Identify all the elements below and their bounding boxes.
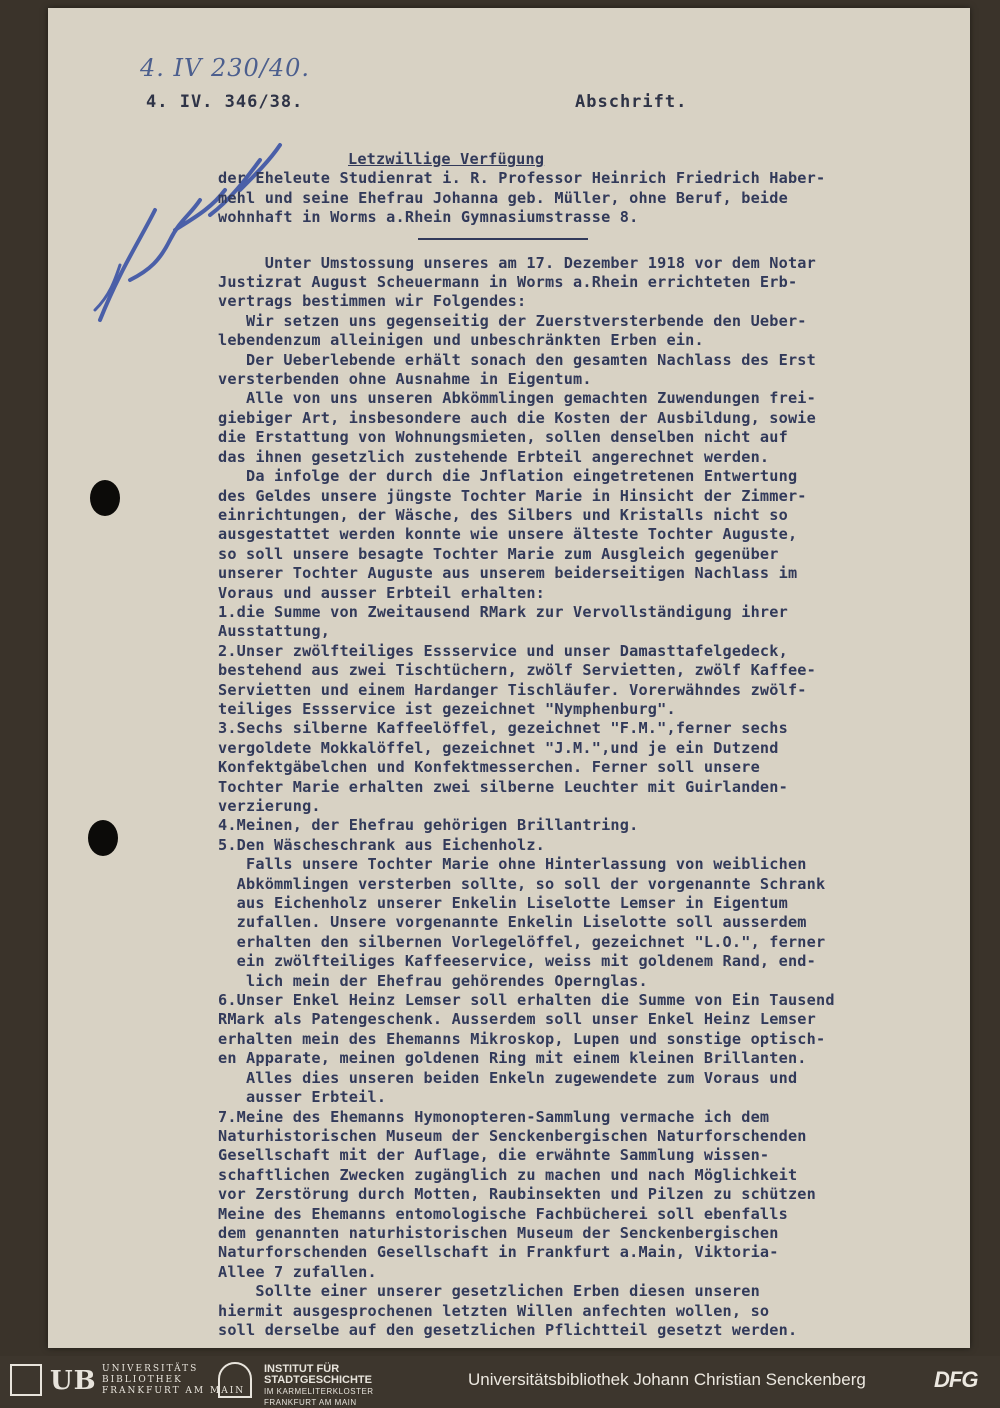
- body-line: Sollte einer unserer gesetzlichen Erben diesen unseren: [218, 1282, 760, 1301]
- body-line: Alle von uns unseren Abkömmlingen gemachten Zuwendungen frei-: [218, 389, 816, 408]
- ub-line: FRANKFURT AM MAIN: [102, 1386, 246, 1396]
- body-line: Naturforschenden Gesellschaft in Frankfurt a.Main, Viktoria-: [218, 1243, 779, 1262]
- body-line: hiermit ausgesprochenen letzten Willen anfechten wollen, so: [218, 1301, 770, 1320]
- body-line: Ausstattung,: [218, 622, 331, 641]
- body-line: so soll unsere besagte Tochter Marie zum Ausgleich gegenüber: [218, 544, 779, 563]
- body-line: Meine des Ehemanns entomologische Fachbücherei soll ebenfalls: [218, 1204, 788, 1223]
- body-line: Unter Umstossung unseres am 17. Dezember 1918 vor dem Notar: [218, 253, 816, 272]
- body-line: bestehend aus zwei Tischtüchern, zwölf Servietten, zwölf Kaffee-: [218, 661, 816, 680]
- body-line: Falls unsere Tochter Marie ohne Hinterlassung von weiblichen: [218, 855, 807, 874]
- body-line: lebendenzum alleinigen und unbeschränkten Erben ein.: [218, 331, 704, 350]
- body-line: versterbenden ohne Ausnahme in Eigentum.: [218, 370, 592, 389]
- document-body: [218, 150, 958, 1340]
- body-line: giebiger Art, insbesondere auch die Kosten der Ausbildung, sowie: [218, 408, 816, 427]
- body-line: schaftlichen Zwecken zugänglich zu machen und nach Möglichkeit: [218, 1165, 798, 1184]
- punch-hole: [88, 820, 118, 856]
- body-line: ausgestattet werden konnte wie unsere älteste Tochter Auguste,: [218, 525, 798, 544]
- footer-title[interactable]: Universitätsbibliothek Johann Christian Senckenberg: [468, 1370, 866, 1389]
- body-line: des Geldes unsere jüngste Tochter Marie in Hinsicht der Zimmer-: [218, 486, 807, 505]
- body-line: lich mein der Ehefrau gehörendes Opernglas.: [218, 971, 648, 990]
- body-line: aus Eichenholz unserer Enkelin Liselotte Lemser in Eigentum: [218, 894, 788, 913]
- body-line: Voraus und ausser Erbteil erhalten:: [218, 583, 546, 602]
- body-line: vergoldete Mokkalöffel, gezeichnet "J.M.",und je ein Dutzend: [218, 738, 779, 757]
- document-title: Letzwillige Verfügung: [348, 150, 545, 168]
- body-line: Tochter Marie erhalten zwei silberne Leuchter mit Guirlanden-: [218, 777, 788, 796]
- body-line: Der Ueberlebende erhält sonach den gesamten Nachlass des Erst: [218, 350, 816, 369]
- body-line: Alles dies unseren beiden Enkeln zugewendete zum Voraus und: [218, 1068, 798, 1087]
- dfg-logo[interactable]: DFG: [934, 1367, 978, 1392]
- ub-letters: UB: [50, 1366, 97, 1396]
- body-line: en Apparate, meinen goldenen Ring mit einem kleinen Brillanten.: [218, 1049, 807, 1068]
- isg-arch-icon: [218, 1362, 252, 1398]
- intro-line: der Eheleute Studienrat i. R. Professor Heinrich Friedrich Haber-: [218, 169, 826, 188]
- body-line: vor Zerstörung durch Motten, Raubinsekten und Pilzen zu schützen: [218, 1185, 816, 1204]
- body-line: Justizrat August Scheuermann in Worms a.Rhein errichteten Erb-: [218, 273, 798, 292]
- ub-line: BIBLIOTHEK: [102, 1375, 183, 1385]
- isg-line: FRANKFURT AM MAIN: [264, 1398, 357, 1407]
- footer-bar: [0, 1356, 1000, 1405]
- isg-line: INSTITUT FÜR: [264, 1363, 340, 1375]
- body-line: ein zwölfteiliges Kaffeeservice, weiss mit goldenem Rand, end-: [218, 952, 816, 971]
- body-line: teiliges Essservice ist gezeichnet "Nymphenburg".: [218, 699, 676, 718]
- body-line: 3.Sechs silberne Kaffeelöffel, gezeichnet "F.M.",ferner sechs: [218, 719, 788, 738]
- body-line: vertrags bestimmen wir Folgendes:: [218, 292, 527, 311]
- body-line: ausser Erbteil.: [218, 1088, 387, 1107]
- body-line: die Erstattung von Wohnungsmieten, sollen denselben nicht auf: [218, 428, 788, 447]
- body-line: zufallen. Unsere vorgenannte Enkelin Liselotte soll ausserdem: [218, 913, 807, 932]
- body-line: dem genannten naturhistorischen Museum der Senckenbergischen: [218, 1223, 779, 1242]
- body-line: soll derselbe auf den gesetzlichen Pflichtteil gesetzt werden.: [218, 1320, 798, 1339]
- body-line: einrichtungen, der Wäsche, des Silbers und Kristalls nicht so: [218, 505, 788, 524]
- body-lines: [218, 254, 958, 1341]
- isg-logo[interactable]: [218, 1362, 418, 1407]
- intro-line: wohnhaft in Worms a.Rhein Gymnasiumstrasse 8.: [218, 208, 639, 227]
- body-line: Gesellschaft mit der Auflage, die erwähnte Sammlung wissen-: [218, 1146, 770, 1165]
- body-line: 6.Unser Enkel Heinz Lemser soll erhalten die Summe von Ein Tausend: [218, 991, 835, 1010]
- copy-label: Abschrift.: [575, 92, 688, 112]
- body-line: 1.die Summe von Zweitausend RMark zur Vervollständigung ihrer: [218, 602, 788, 621]
- ub-portrait-icon: [10, 1364, 42, 1396]
- isg-line: STADTGESCHICHTE: [264, 1374, 372, 1386]
- body-line: erhalten den silbernen Vorlegelöffel, gezeichnet "L.O.", ferner: [218, 932, 826, 951]
- body-line: Allee 7 zufallen.: [218, 1262, 377, 1281]
- punch-hole: [90, 480, 120, 516]
- body-line: verzierung.: [218, 797, 321, 815]
- ub-logo[interactable]: [10, 1362, 246, 1400]
- body-line: unserer Tochter Auguste aus unserem beiderseitigen Nachlass im: [218, 564, 798, 583]
- body-line: Abkömmlingen versterben sollte, so soll der vorgenannte Schrank: [218, 874, 826, 893]
- body-line: erhalten mein des Ehemanns Mikroskop, Lupen und sonstige optisch-: [218, 1029, 826, 1048]
- body-line: Wir setzen uns gegenseitig der Zuerstversterbende den Ueber-: [218, 311, 807, 330]
- isg-line: IM KARMELITERKLOSTER: [264, 1387, 374, 1396]
- intro-line: mehl und seine Ehefrau Johanna geb. Müller, ohne Beruf, beide: [218, 188, 788, 207]
- ub-line: UNIVERSITÄTS: [102, 1364, 199, 1374]
- body-line: 5.Den Wäscheschrank aus Eichenholz.: [218, 835, 546, 854]
- body-line: Konfektgäbelchen und Konfektmesserchen. Ferner soll unsere: [218, 758, 760, 777]
- body-line: 2.Unser zwölfteiliges Essservice und unser Damasttafelgedeck,: [218, 641, 788, 660]
- body-line: 4.Meinen, der Ehefrau gehörigen Brillantring.: [218, 816, 639, 835]
- body-line: Naturhistorischen Museum der Senckenbergischen Naturforschenden: [218, 1126, 807, 1145]
- divider-rule: [418, 238, 588, 240]
- body-line: Servietten und einem Hardanger Tischläufer. Vorerwähndes zwölf-: [218, 680, 807, 699]
- body-line: 7.Meine des Ehemanns Hymonopteren-Sammlung vermache ich dem: [218, 1107, 770, 1126]
- reference-number: 4. IV. 346/38.: [146, 92, 304, 112]
- body-line: das ihnen gesetzlich zustehende Erbteil angerechnet werden.: [218, 447, 770, 466]
- handwritten-reference: 4. IV 230/40.: [140, 54, 311, 82]
- body-line: RMark als Patengeschenk. Ausserdem soll unser Enkel Heinz Lemser: [218, 1010, 816, 1029]
- isg-name: [264, 1364, 374, 1408]
- body-line: Da infolge der durch die Jnflation eingetretenen Entwertung: [218, 467, 798, 486]
